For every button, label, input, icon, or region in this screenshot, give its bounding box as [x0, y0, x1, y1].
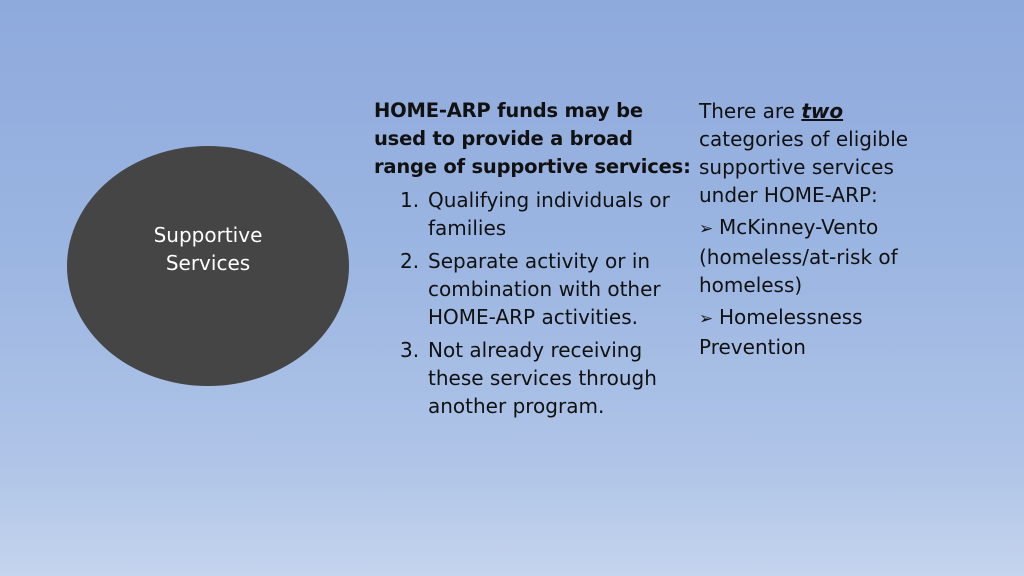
list-item-number: 2. [400, 249, 420, 273]
list-item-number: 3. [400, 338, 420, 362]
list-item-text: Qualifying individuals or families [428, 188, 670, 240]
numbered-list [374, 186, 694, 420]
intro-emphasis: two [801, 99, 844, 123]
list-item [374, 247, 684, 331]
list-item [374, 186, 684, 242]
list-item [699, 213, 939, 299]
left-text-column [374, 97, 694, 425]
intro-post: categories of eligible supportive services under HOME-ARP: [699, 127, 909, 207]
list-item [699, 303, 939, 361]
left-heading: HOME-ARP funds may be used to provide a broad range of supportive services: [374, 99, 691, 178]
right-intro [699, 97, 939, 209]
list-item-text: Separate activity or in combination with other HOME-ARP activities. [428, 249, 661, 329]
list-item [374, 336, 684, 420]
supportive-services-circle [67, 146, 349, 386]
list-item-number: 1. [400, 188, 420, 212]
list-item-text: Not already receiving these services through another program. [428, 338, 657, 418]
arrow-bullet-icon: ➢ [699, 219, 714, 239]
circle-label: Supportive Services [153, 223, 263, 275]
arrow-bullet-icon: ➢ [699, 309, 714, 329]
list-item-text: Homelessness Prevention [699, 305, 863, 359]
right-text-column [699, 97, 939, 365]
intro-pre: There are [699, 99, 802, 123]
arrow-bullet-list [699, 213, 939, 361]
list-item-text: McKinney-Vento (homeless/at-risk of homeless) [699, 215, 898, 297]
